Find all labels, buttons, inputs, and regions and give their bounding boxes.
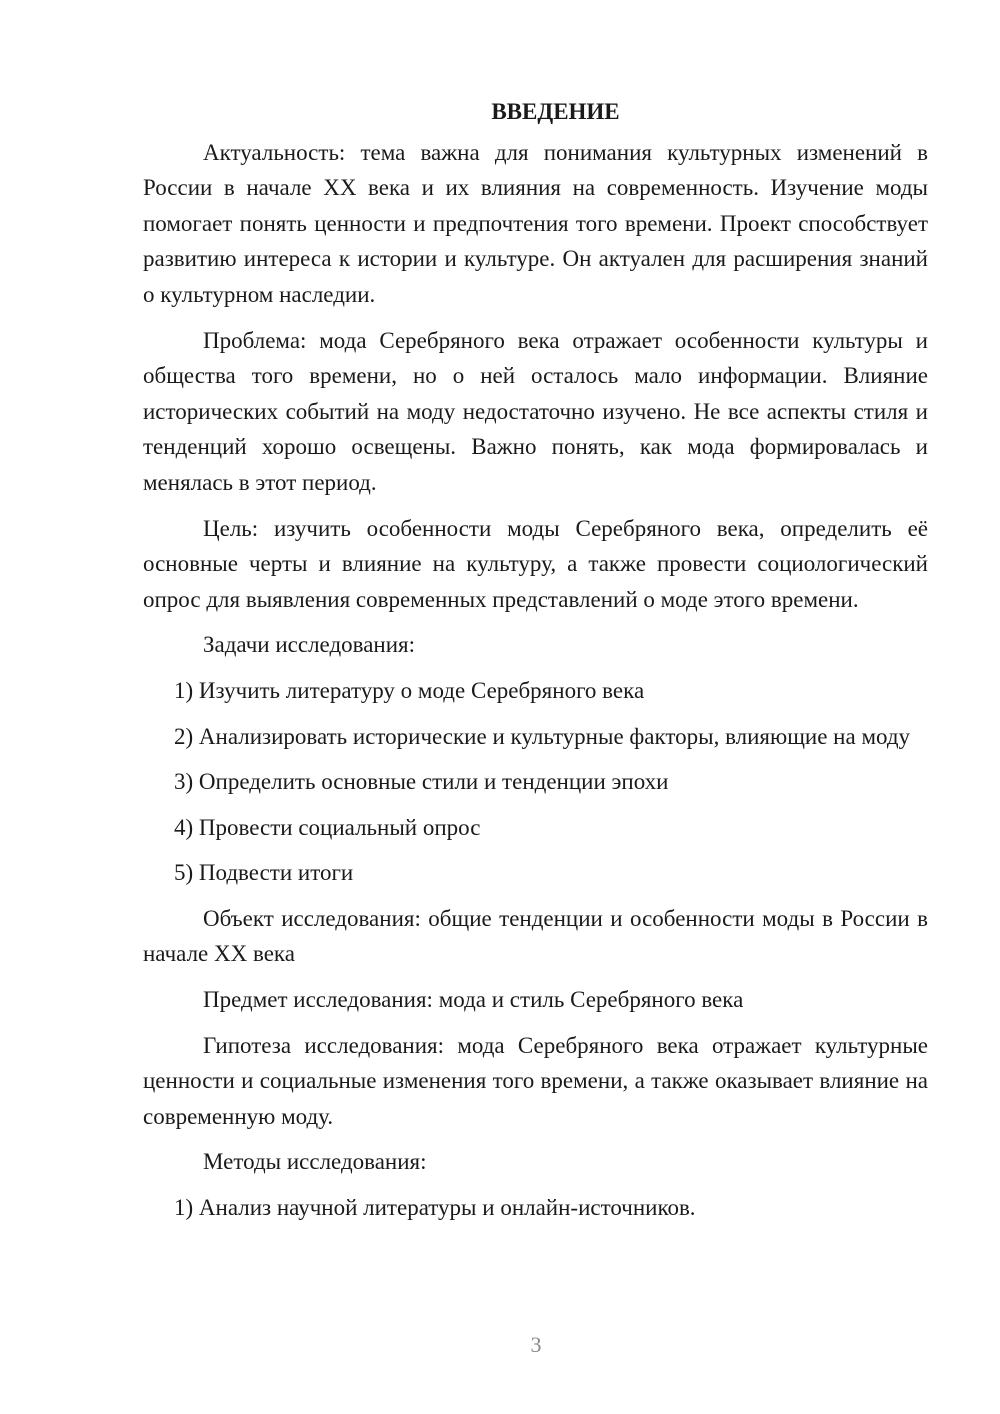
task-item: 5) Подвести итоги — [174, 860, 354, 886]
subject-paragraph: Предмет исследования: мода и стиль Серебряного века — [203, 987, 744, 1013]
task-item: 4) Провести социальный опрос — [174, 814, 481, 840]
problem-paragraph: Проблема: мода Серебряного века отражает особенности культуры и общества того времени, но о ней осталось мало информации. Влияние исторических событий на моду недостаточно изучено. Не все аспекты стиля и тенденций хорошо освещены. Важно понять, как мода формировалась и менялась в этот период. — [143, 327, 928, 495]
page-number: 3 — [530, 1332, 542, 1357]
methods-heading: Методы исследования: — [203, 1149, 427, 1175]
task-item: 1) Изучить литературу о моде Серебряного века — [174, 677, 645, 703]
task-item: 3) Определить основные стили и тенденции эпохи — [174, 769, 669, 795]
method-item: 1) Анализ научной литературы и онлайн-источников. — [174, 1195, 696, 1221]
object-paragraph: Объект исследования: общие тенденции и особенности моды в России в начале XX века — [143, 905, 928, 967]
page-title: ВВЕДЕНИЕ — [491, 99, 620, 124]
goal-paragraph: Цель: изучить особенности моды Серебряного века, определить её основные черты и влияние на культуру, а также провести социологический опрос для выявления современных представлений о моде этого времени. — [143, 515, 928, 612]
tasks-heading: Задачи исследования: — [203, 632, 416, 658]
hypothesis-paragraph: Гипотеза исследования: мода Серебряного века отражает культурные ценности и социальные изменения того времени, а также оказывает влияние на современную моду. — [143, 1032, 928, 1129]
relevance-paragraph: Актуальность: тема важна для понимания культурных изменений в России в начале XX века и их влияния на современность. Изучение моды помогает понять ценности и предпочтения того времени. Проект способствует развитию интереса к истории и культуре. Он актуален для расширения знаний о культурном наследии. — [143, 139, 928, 307]
task-item: 2) Анализировать исторические и культурные факторы, влияющие на моду — [174, 723, 911, 749]
page-content — [143, 94, 928, 1236]
